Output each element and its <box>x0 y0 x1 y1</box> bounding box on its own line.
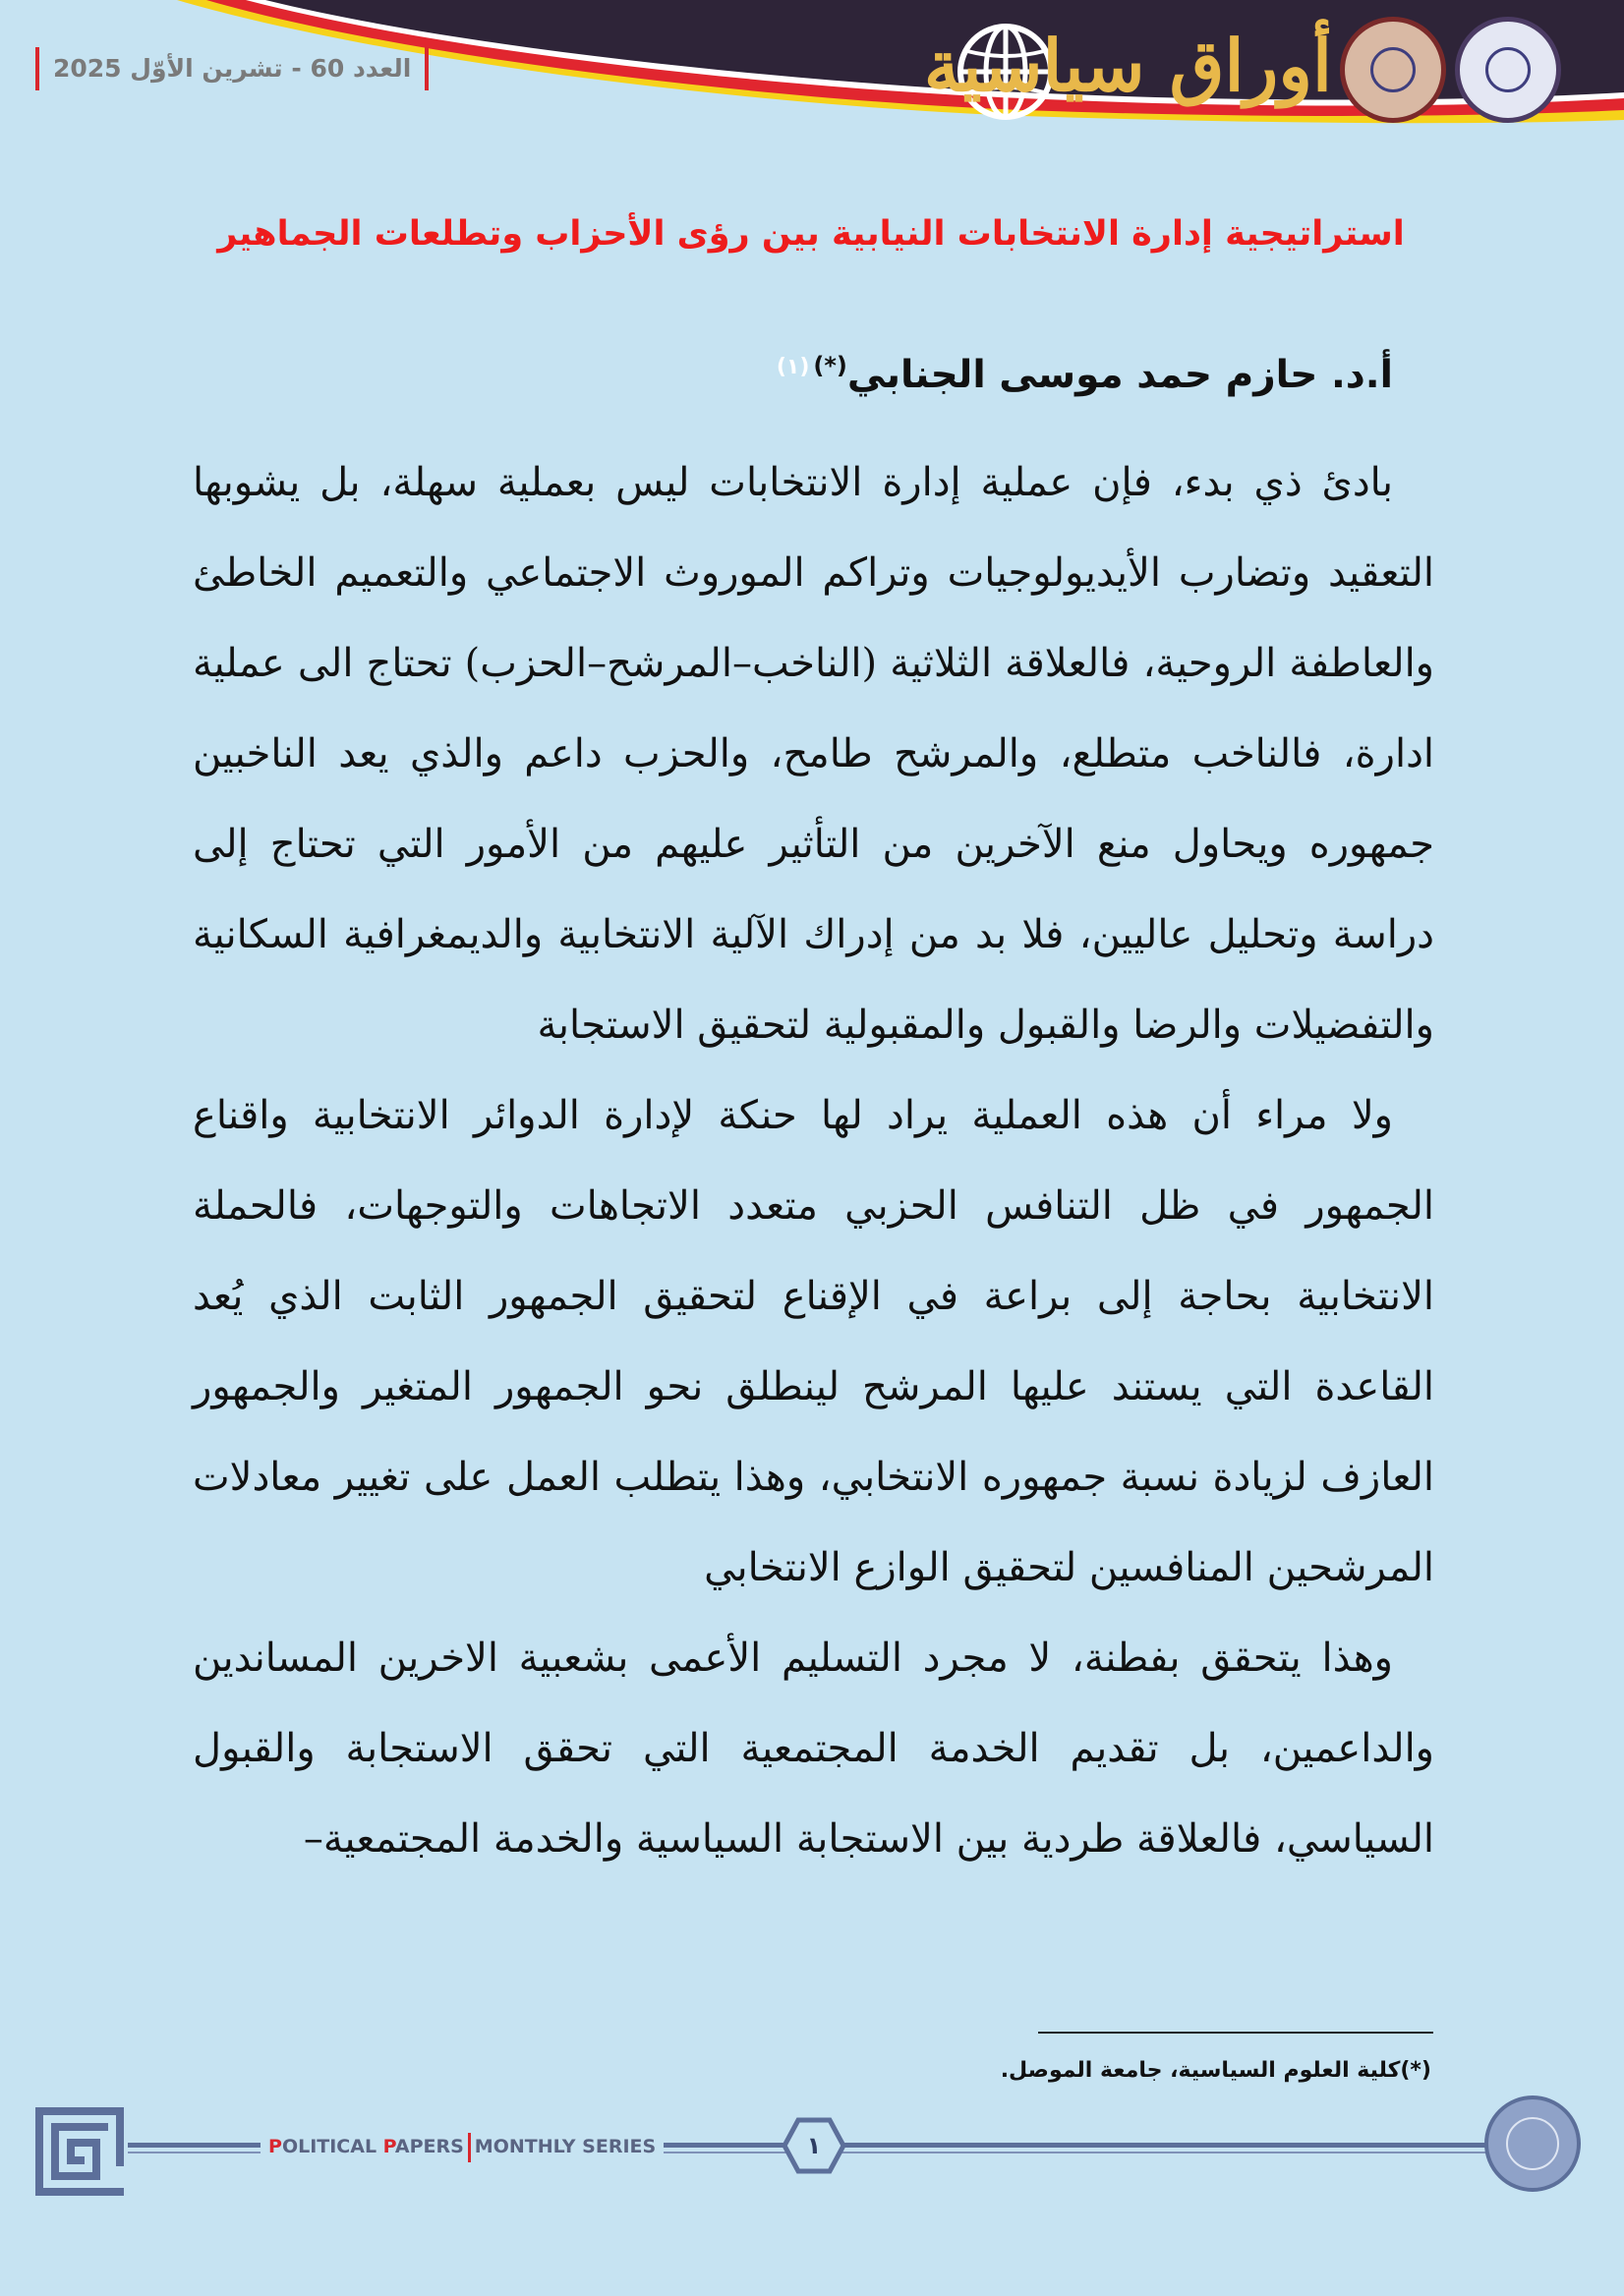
body-paragraph: وهذا يتحقق بفطنة، لا مجرد التسليم الأعمى بشعبية الاخرين المساندين والداعمين، بل تقديم الخدمة المجتمعية التي تحقق الاستجابة والقبول السياسي، فالعلاقة طردية بين الاستجابة السياسية والخدمة المجتمعية– <box>193 1636 1434 1862</box>
series-separator <box>468 2133 471 2162</box>
series-initial-p1: P <box>268 2136 282 2157</box>
magazine-logo-title: أوراق سياسية <box>923 24 1332 107</box>
author-name: أ.د. حازم حمد موسى الجنابي <box>846 353 1393 397</box>
page-number: ١ <box>806 2132 822 2159</box>
page-footer <box>0 2082 1624 2210</box>
series-word-political: OLITICAL <box>281 2136 383 2157</box>
article-body <box>193 437 1434 1884</box>
college-seal-logo <box>1455 17 1561 123</box>
author-footnote-ref: (١) <box>776 355 810 379</box>
article-title: استراتيجية إدارة الانتخابات النيابية بين رؤى الأحزاب وتطلعات الجماهير <box>217 214 1405 254</box>
university-seal-logo <box>1340 17 1446 123</box>
footnote: (*)كلية العلوم السياسية، جامعة الموصل. <box>1000 2058 1431 2083</box>
round-emblem-logo <box>1484 2095 1581 2192</box>
series-label <box>261 2129 664 2164</box>
kufic-calligraphy-logo <box>31 2103 128 2200</box>
footnote-divider <box>1038 2032 1433 2034</box>
series-word-monthly: ONTHLY SERIES <box>493 2136 657 2157</box>
series-initial-p2: P <box>382 2136 395 2157</box>
page-header <box>0 0 1624 167</box>
issue-label: العدد 60 - تشرين الأوّل 2025 <box>35 47 429 90</box>
page-number-badge <box>783 2117 845 2174</box>
series-initial-m: M <box>474 2136 493 2157</box>
body-paragraph: ولا مراء أن هذه العملية يراد لها حنكة لإدارة الدوائر الانتخابية واقناع الجمهور في ظل التنافس الحزبي متعدد الاتجاهات والتوجهات، فالحملة الانتخابية بحاجة إلى براعة في الإقناع لتحقيق الجمهور الثابت الذي يُعد القاعدة التي يستند عليها المرشح لينطلق نحو الجمهور المتغير والجمهور العازف لزيادة نسبة جمهوره الانتخابي، وهذا يتطلب العمل على تغيير معادلات المرشحين المنافسين لتحقيق الوازع الانتخابي <box>193 1093 1434 1590</box>
article-author <box>777 352 1393 397</box>
author-mark: (*) <box>813 352 847 379</box>
body-paragraph: بادئ ذي بدء، فإن عملية إدارة الانتخابات ليس بعملية سهلة، بل يشوبها التعقيد وتضارب الأيديولوجيات وتراكم الموروث الاجتماعي والتعميم الخاطئ والعاطفة الروحية، فالعلاقة الثلاثية (الناخب–المرشح–الحزب) تحتاج الى عملية ادارة، فالناخب متطلع، والمرشح طامح، والحزب داعم والذي يعد الناخبين جمهوره ويحاول منع الآخرين من التأثير عليهم من الأمور التي تحتاج إلى دراسة وتحليل عاليين، فلا بد من إدراك الآلية الانتخابية والديمغرافية السكانية والتفضيلات والرضا والقبول والمقبولية لتحقيق الاستجابة <box>193 460 1434 1048</box>
series-word-papers: APERS <box>394 2136 464 2157</box>
